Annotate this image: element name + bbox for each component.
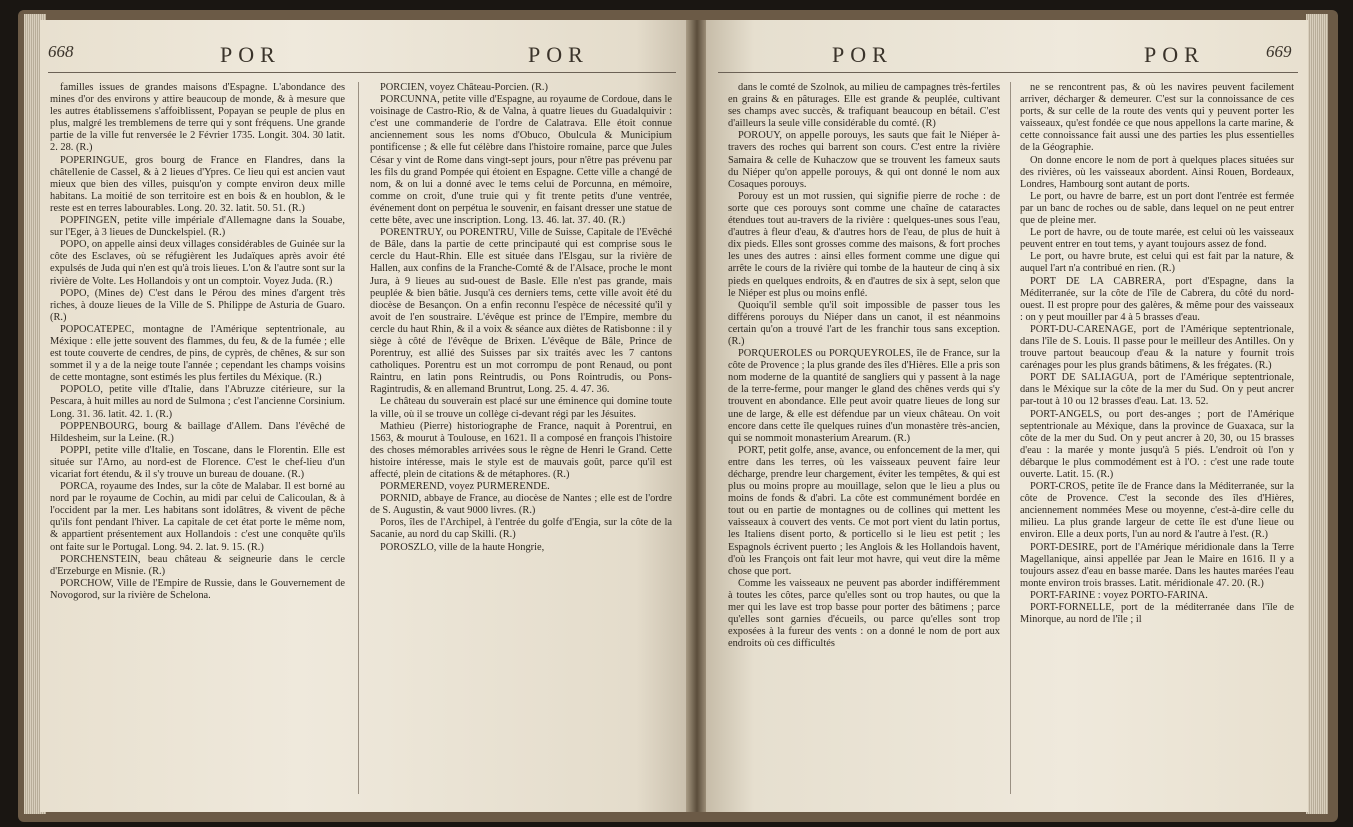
right-column-2 (1020, 82, 1294, 626)
left-column-1 (50, 82, 345, 602)
column-rule (1010, 82, 1011, 794)
entry-paragraph: POROSZLO, ville de la haute Hongrie, (380, 541, 545, 553)
entry-paragraph: Le port de havre, ou de toute marée, est celui où les vaisseaux peuvent entrer en tout tems, y ayant toujours assez de fond. (1020, 227, 1294, 251)
right-page-number: 669 (1266, 42, 1292, 61)
entry-paragraph: PORCA, royaume des Indes, sur la côte de Malabar. Il est borné au nord par le royaume de Cochin, au midi par celui de Calicoulan, & à l'occident par la mer. Les habitans sont idolâtres, & vivent de pêche qu'ils font pendant l'hiver. La capitale de cet état porte le même nom, & appartient présentement aux Hollandois : c'est une conquête qu'ils ont faite sur le Portugal. Long. 94. 2. lat. 9. 15. (R.) (50, 481, 345, 553)
gutter (686, 20, 708, 812)
entry-paragraph: POPPI, petite ville d'Italie, en Toscane, dans le Florentin. Elle est située sur l'Arno, au nord-est de Florence. C'est le chef-lieu d'un vicariat fort étendu, & il s'y trouve un bureau de douane. (R.) (50, 444, 345, 480)
right-column-1 (728, 82, 1000, 650)
entry-paragraph: PORENTRUY, ou PORENTRU, Ville de Suisse, Capitale de l'Evêché de Bâle, dans la partie de cette principauté qui est comprise sous le cercle du Haut-Rhin. Elle est située dans l'Elsgau, sur la rivière de Hallen, aux confins de la Franche-Comté & de l'Alsace, proche le mont Jura, à 9 lieues au sud-ouest de Basle. Elle n'est pas grande, mais peuplée & bien bâtie. Jusqu'à ces derniers tems, cette ville avoit été du diocèse de Besançon. On a enfin reconnu l'espèce de nécessité qu'il y avoit de l'en soustraire. L'évêque est prince de l'Empire, membre du cercle du haut Rhin, & il a voix & séance aux diètes de Ratisbonne : il y siège à côté de l'évêque de Brixen. L'évêque de Bâle, Prince de Porentruy, est allié des Suisses par six traités avec les 7 cantons catholiques. Porentru est un mot corrompu de pont Renaud, ou pont Raintru, en latin pons Reintrudis, ou Pons Rointrudis, ou Pons-Ragintrudis, & en allemand Bruntrut, Long. 25. 4. 47. 36. (370, 227, 672, 396)
right-page (706, 20, 1308, 812)
entry-paragraph: POPOCATEPEC, montagne de l'Amérique septentrionale, au Méxique : elle jette souvent des flammes, du feu, & de la fumée ; elle est toute couverte de cendres, de pins, de cyprès, de chênes, & sur son sommet il y a de la neige toute l'année ; cependant les champs voisins de cette montagne, sont estimés les plus fertiles du Méxique. (R.) (50, 323, 345, 384)
entry-paragraph: POPOLO, petite ville d'Italie, dans l'Abruzze citérieure, sur la Pescara, à huit milles au nord de Sulmona ; c'est l'ancienne Corsinium. Long. 31. 36. latit. 42. 1. (R.) (50, 384, 345, 420)
entry-paragraph: POPERINGUE, gros bourg de France en Flandres, dans la châtellenie de Cassel, & à 2 lieues d'Ypres. Ce lieu qui est ancien vaut mieux que bien des villes, puisqu'on y compte environ deux mille habitans. La moitié de son territoire est en bois & en houblon, & le reste est en terres labourables. Long. 20. 32. latit. 50. 51. (R.) (50, 154, 345, 214)
right-running-head-2: POR (1144, 42, 1205, 67)
left-column-2 (370, 82, 672, 554)
entry-paragraph: ne se rencontrent pas, & où les navires peuvent facilement arriver, décharger & demeurer. C'est sur la connoissance de ces ports, & sur celle de la route des vents qui y peuvent porter les vaisseaux, qu'est fondée ce que nous appellons la carte marine, & cette connoissance fait aussi une des parties les plus essentielles de la Géographie. (1020, 82, 1294, 154)
entry-paragraph: PORT-DU-CARENAGE, port de l'Amérique septentrionale, dans l'île de S. Louis. Il passe pour le meilleur des Antilles. On y trouve partout beaucoup d'eau & la nature y fournit trois carénages pour les plus grands bâtimens, & les frégates. (R.) (1020, 323, 1294, 372)
entry-paragraph: familles issues de grandes maisons d'Espagne. L'abondance des mines d'or des environs y attire beaucoup de monde, & à mesure que les autres établissemens s'affoiblissent, Popayan se peuple de plus en plus, malgré les tremblemens de terre qui y sont fréquens. Une grande partie de la ville fut renversée le 2 Février 1735. Longit. 304. 30 latit. 2. 28. (R.) (50, 82, 345, 154)
entry-paragraph: PORQUEROLES ou PORQUEYROLES, île de France, sur la côte de Provence ; la plus grande des îles d'Hières. Elle a pris son nom moderne de la quantité de sangliers qui y passent à la nage de la terre-ferme, pour manger le gland des chênes verds qui s'y trouvent en abondance. Elle peut avoir quatre lieues de long sur une de large, & elle est défendue par un vieux château. On voit encore dans cette île quelques ruines d'un monastère très-ancien, qui se nommoit monasterium Arearum. (R.) (728, 348, 1000, 444)
left-page (40, 20, 688, 812)
entry-paragraph: Le port, ou havre de barre, est un port dont l'entrée est fermée par un banc de roches ou de sable, dans lequel on ne peut entrer que de pleine mer. (1020, 190, 1294, 227)
left-running-head-1: POR (220, 42, 281, 67)
entry-paragraph: Comme les vaisseaux ne peuvent pas aborder indifféremment à toutes les côtes, parce qu'elles sont ou trop hautes, ou que la mer qui les lave est trop basse pour porter des bâtimens ; parce qu'elles sont garnies d'écueils, ou parce qu'elles sont trop exposées à la fureur des vents : on a donné le nom de port aux endroits où ces difficultés (728, 577, 1000, 650)
entry-paragraph: PORT DE SALIAGUA, port de l'Amérique septentrionale, dans le Méxique sur la côte de la mer du Sud. On y peut ancrer par-tout à 10 ou 12 brasses d'eau. Lat. 13. 52. (1020, 372, 1294, 408)
entry-paragraph: PORMEREND, voyez PURMERENDE. (380, 481, 550, 493)
entry-paragraph: PORT-DESIRE, port de l'Amérique méridionale dans la Terre Magellanique, ainsi appellée par Jean le Maire en 1616. Il y a toujours assez d'eau en basse marée. Dans les hautes marées l'eau monte environ trois brasses. Latit. méridionale 47. 20. (R.) (1020, 541, 1294, 589)
entry-paragraph: POPO, on appelle ainsi deux villages considérables de Guinée sur la côte des Esclaves, où se réfugièrent les Judaïques après avoir été expulsés de Juda qui n'en est qu'à trois lieues. L'on & l'autre sont sur la rivière de Volte. Les Hollandois y ont un comptoir. Voyez Juda. (R.) (50, 239, 345, 287)
entry-paragraph: Mathieu (Pierre) historiographe de France, naquit à Porentrui, en 1563, & mourut à Toulouse, en 1621. Il a composé en françois l'histoire des choses mémorables arrivées sous le règne de Henri le Grand. Cette histoire intéresse, mais le style est de mauvais goût, parce qu'il est affecté, plein de citations & de métaphores. (R.) (370, 420, 672, 480)
entry-paragraph: PORCUNNA, petite ville d'Espagne, au royaume de Cordoue, dans le voisinage de Castro-Rio, & de Valna, à quatre lieues du Guadalquivir : c'est une commanderie de l'ordre de Calatrava. Elle étoit connue anciennement sous les noms d'Obuco, Obulcula & Municipium pontificense ; & elle fut célèbre dans l'histoire romaine, parce que Jules César y vint de Rome dans vingt-sept jours, pour n'être pas prévenu par les fils du grand Pompée qui étoient en Espagne. Cette ville a changé de nom, & on lui a donné avec le tems celui de Porcunna, en mémoire, comme on croit, d'une truie qui y fit trente petits d'une ventrée, événement dont on perpétua le souvenir, en faisant dresser une statue de cette bête, avec une inscription. Long. 13. 46. lat. 37. 40. (R.) (370, 94, 672, 227)
header-rule (718, 72, 1298, 73)
entry-paragraph: On donne encore le nom de port à quelques places situées sur des rivières, où les vaisseaux abordent. Ainsi Rouen, Bordeaux, Londres, Hambourg sont autant de ports. (1020, 154, 1294, 190)
entry-paragraph: Le château du souverain est placé sur une éminence qui domine toute la ville, où il se trouve un collège ci-devant régi par les Jésuites. (370, 396, 672, 420)
column-rule (358, 82, 359, 794)
right-running-head-1: POR (832, 42, 893, 67)
entry-paragraph: PORT-FORNELLE, port de la méditerranée dans l'île de Minorque, au nord de l'île ; il (1020, 602, 1294, 626)
entry-paragraph: Porouy est un mot russien, qui signifie pierre de roche : de sorte que ces porouys sont comme une chaîne de cataractes étendues tout au-travers de la rivière : quelques-unes sous l'eau, d'autres à fleur d'eau, & d'autres hors de l'eau, de plus de huit à dix pieds. Elles sont grosses comme des maisons, & fort proches les unes des autres : ainsi elles forment comme une digue qui arrête le cours de la rivière qui tombe de la hauteur de cinq à six pieds en quelques endroits, & en d'autres de six à sept, selon que le Niéper est plus ou moins enflé. (728, 190, 1000, 299)
entry-paragraph: PORT, petit golfe, anse, avance, ou enfoncement de la mer, qui entre dans les terres, où les vaisseaux peuvent faire leur décharge, prendre leur chargement, éviter les tempêtes, & qui est plus ou moins propre au mouillage, selon que le lieu a plus ou moins de fonds & d'abri. La côte est communément bordée en tout ou en partie de montagnes ou de collines qui mettent les vaisseaux à couvert des vents. Ce mot port vient du latin portus, les Italiens disent porto, & porticello si le lieu est petit ; les Espagnols écrivent puerto ; les Anglois & les Hollandois havent, d'où les François ont fait leur mot havre, qui veut dire la même chose que port. (728, 444, 1000, 577)
entry-paragraph: dans le comté de Szolnok, au milieu de campagnes très-fertiles en grains & en pâturages. Elle est grande & peuplée, cultivant ses champs avec succès, & trafiquant beaucoup en bétail. C'est d'ailleurs la seule ville considérable du comté. (R) (728, 82, 1000, 130)
entry-paragraph: Quoiqu'il semble qu'il soit impossible de passer tous les différens porouys du Niéper dans un canot, il est néanmoins certain qu'on a trouvé l'art de les franchir tous sans exception. (R.) (728, 299, 1000, 347)
page-edges-right (1306, 14, 1328, 814)
entry-paragraph: POPO, (Mines de) C'est dans le Pérou des mines d'argent très riches, à douze lieues de la Ville de S. Philippe de Asturia de Guaro.(R.) (50, 287, 345, 323)
entry-paragraph: PORT-ANGELS, ou port des-anges ; port de l'Amérique septentrionale au Méxique, dans la province de Guaxaca, sur la côte de la mer du Sud. On y peut ancrer à 20, 30, ou 15 brasses d'eau : la marée y monte jusqu'à 5 piés. L'endroit où l'on y débarque le plus commodément est à l'O. : c'est une rade toute ouverte. Latit. 15. (R.) (1020, 408, 1294, 480)
entry-paragraph: PORCHOW, Ville de l'Empire de Russie, dans le Gouvernement de Novogorod, sur la rivière de Schelona. (50, 577, 345, 601)
entry-paragraph: PORT DE LA CABRERA, port d'Espagne, dans la Méditerranée, sur la côte de l'île de Cabrera, du côté du nord-ouest. Il est propre pour des galères, & même pour des vaisseaux : on y peut mouiller par 4 à 5 brasses d'eau. (1020, 275, 1294, 323)
header-rule (48, 72, 676, 73)
entry-paragraph: PORCHENSTEIN, beau château & seigneurie dans le cercle d'Erzeburge en Misnie. (R.) (50, 553, 345, 577)
entry-paragraph: POROUY, on appelle porouys, les sauts que fait le Niéper à-travers des roches qui barrent son cours. C'est entre la rivière Samaira & celle de Kuhaczow que se trouvent les fameux sauts du Niéper qu'on appelle porouys, & qui ont donné le nom aux Cosaques porouys. (728, 130, 1000, 190)
entry-paragraph: PORT-CROS, petite île de France dans la Méditerranée, sur la côte de Provence. C'est la seconde des îles d'Hières, anciennement nommées Mese ou moyenne, c'est-à-dire celle du milieu. La plus grande largeur de cette île est d'une lieue ou environ. Elle a deux ports, l'un au nord & l'autre à l'est. (R.) (1020, 481, 1294, 541)
entry-paragraph: POPPENBOURG, bourg & baillage d'Allem. Dans l'évêché de Hildesheim, sur la Leine. (R.) (50, 420, 345, 444)
entry-paragraph: PORNID, abbaye de France, au diocèse de Nantes ; elle est de l'ordre de S. Augustin, & vaut 9000 livres. (R.) (370, 493, 672, 517)
entry-paragraph: PORT-FARINE : voyez PORTO-FARINA. (1030, 589, 1208, 601)
left-page-number: 668 (48, 42, 74, 61)
entry-paragraph: Poros, îles de l'Archipel, à l'entrée du golfe d'Engia, sur la côte de la Sacanie, au nord du cap Skilli. (R.) (370, 517, 672, 541)
entry-paragraph: Le port, ou havre brute, est celui qui est fait par la nature, & auquel l'art n'a contribué en rien. (R.) (1020, 251, 1294, 275)
entry-paragraph: PORCIEN, voyez Château-Porcien. (R.) (380, 82, 548, 93)
entry-paragraph: POPFINGEN, petite ville impériale d'Allemagne dans la Souabe, sur l'Eger, à 3 lieues de Dunckelspiel. (R.) (50, 215, 345, 239)
left-running-head-2: POR (528, 42, 589, 67)
